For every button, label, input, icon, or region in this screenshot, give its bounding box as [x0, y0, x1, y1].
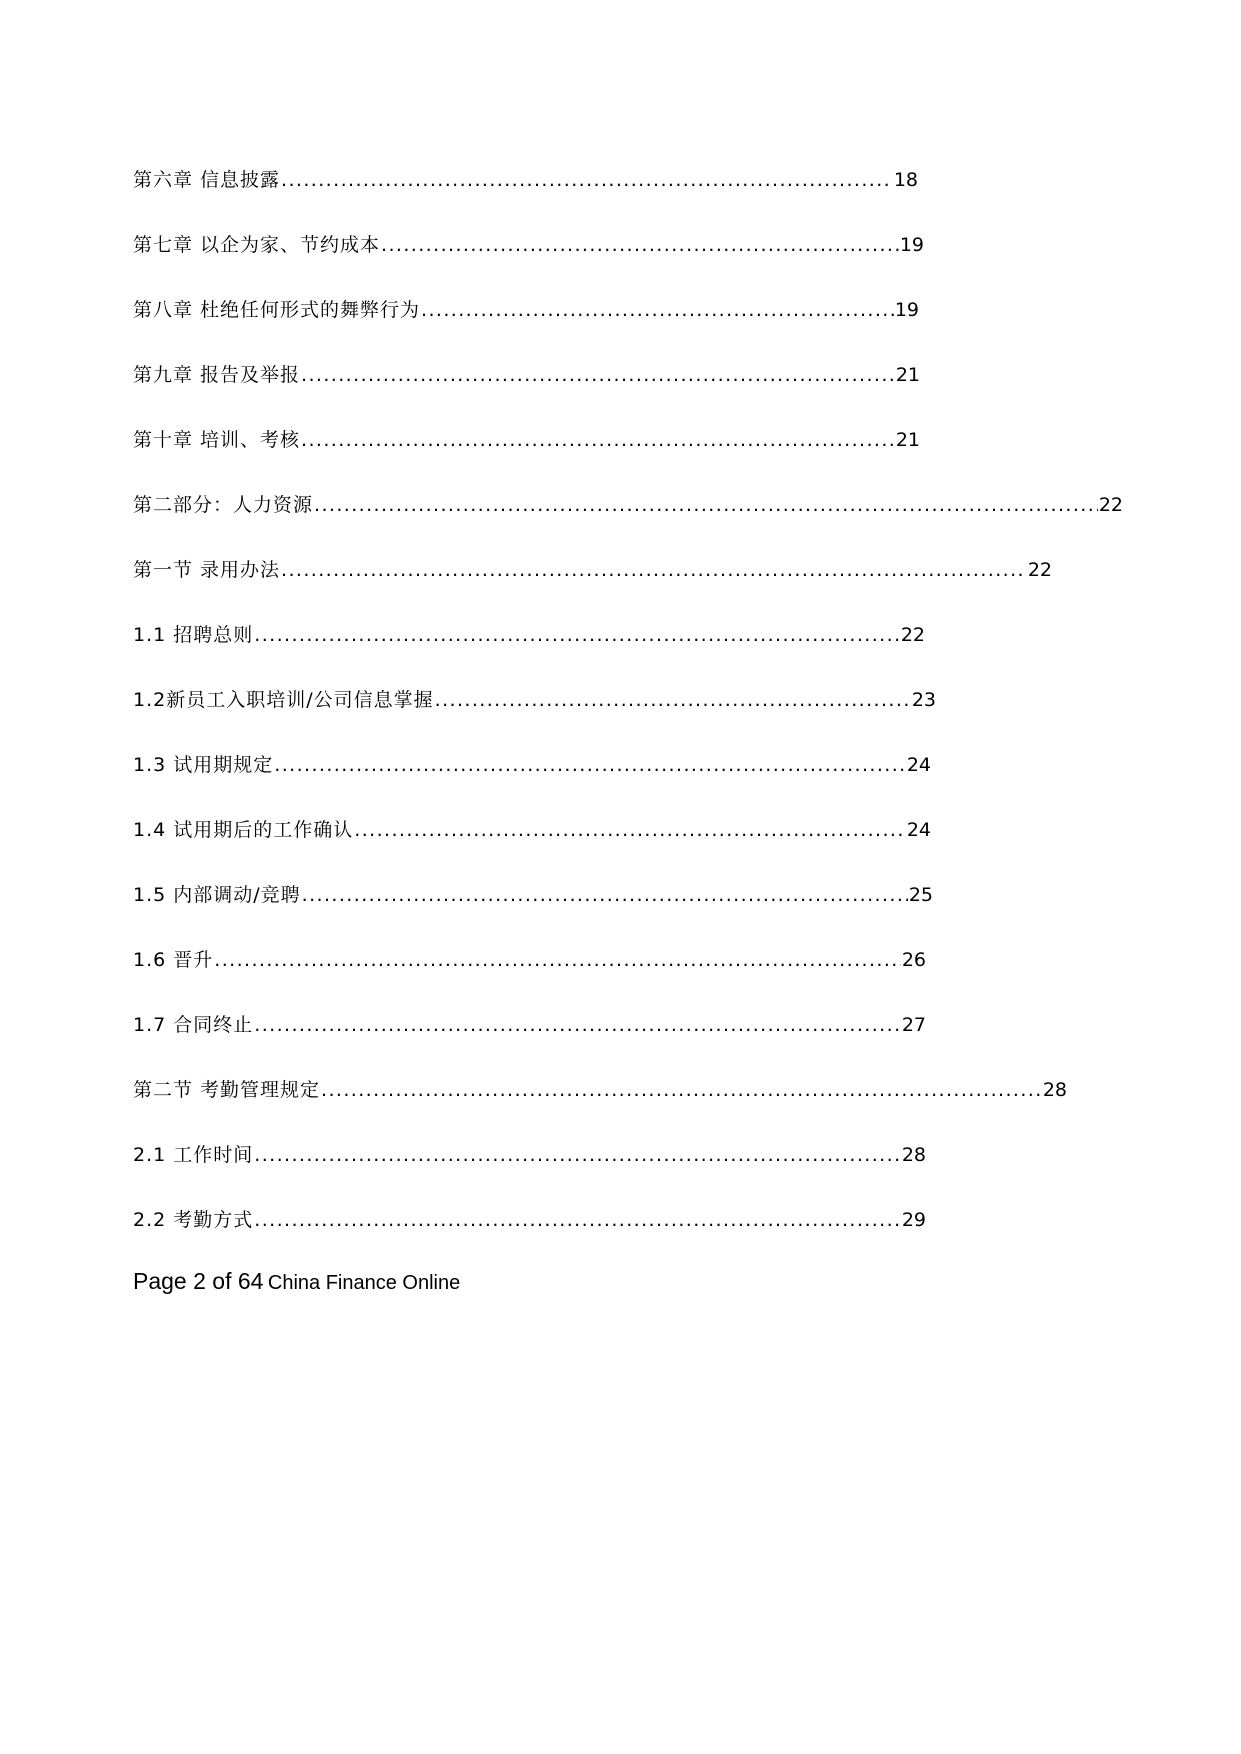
toc-entry-page: 19 — [894, 299, 919, 321]
toc-leader-dots — [254, 1143, 901, 1167]
toc-entry-page: 27 — [901, 1014, 926, 1036]
company-name: China Finance Online — [267, 1272, 461, 1294]
toc-entry-page: 21 — [895, 429, 920, 451]
toc-entry-page: 26 — [901, 949, 926, 971]
toc-leader-dots — [301, 428, 895, 452]
toc-entry-title: 1.3 试用期规定 — [133, 754, 274, 776]
toc-entry-page: 23 — [911, 689, 936, 711]
toc-entry-page: 18 — [893, 169, 918, 191]
toc-leader-dots — [435, 688, 911, 712]
toc-entry-page: 22 — [1098, 494, 1123, 516]
toc-entry-title: 第二节 考勤管理规定 — [133, 1079, 321, 1101]
toc-entry-page: 21 — [895, 364, 920, 386]
toc-leader-dots — [301, 363, 895, 387]
toc-entry-title: 第十章 培训、考核 — [133, 429, 301, 451]
toc-entry-title: 1.5 内部调动/竞聘 — [133, 884, 301, 906]
toc-entry-title: 第二部分：人力资源 — [133, 494, 314, 516]
toc-entry-title: 第七章 以企为家、节约成本 — [133, 234, 381, 256]
toc-leader-dots — [314, 493, 1098, 517]
toc-entry-title: 1.2新员工入职培训/公司信息掌握 — [133, 689, 434, 711]
toc-entry[interactable] — [133, 168, 918, 233]
toc-entry-title: 2.2 考勤方式 — [133, 1209, 254, 1231]
toc-entry-title: 2.1 工作时间 — [133, 1144, 254, 1166]
toc-entry-page: 19 — [899, 234, 924, 256]
toc-leader-dots — [274, 753, 906, 777]
toc-leader-dots — [321, 1078, 1042, 1102]
toc-entry[interactable] — [133, 233, 924, 298]
toc-entry-title: 第六章 信息披露 — [133, 169, 281, 191]
toc-leader-dots — [254, 1208, 901, 1232]
toc-entry[interactable] — [133, 688, 936, 753]
toc-entry-title: 1.4 试用期后的工作确认 — [133, 819, 354, 841]
toc-entry[interactable] — [133, 428, 920, 493]
toc-entry-page: 22 — [900, 624, 925, 646]
page-footer — [133, 1268, 460, 1295]
toc-entry[interactable] — [133, 1078, 1067, 1143]
toc-entry-page: 28 — [1042, 1079, 1067, 1101]
toc-entry-page: 24 — [906, 819, 931, 841]
toc-entry-title: 第九章 报告及举报 — [133, 364, 301, 386]
toc-entry[interactable] — [133, 558, 1052, 623]
toc-entry-title: 第一节 录用办法 — [133, 559, 281, 581]
toc-entry-title: 1.1 招聘总则 — [133, 624, 254, 646]
toc-entry-page: 22 — [1027, 559, 1052, 581]
toc-leader-dots — [254, 623, 900, 647]
toc-entry[interactable] — [133, 493, 1123, 558]
toc-entry-page: 24 — [906, 754, 931, 776]
toc-entry[interactable] — [133, 818, 931, 883]
toc-leader-dots — [381, 233, 899, 257]
toc-entry[interactable] — [133, 363, 920, 428]
toc-leader-dots — [254, 1013, 901, 1037]
toc-leader-dots — [281, 168, 893, 192]
toc-entry[interactable] — [133, 1013, 926, 1078]
toc-entry-title: 1.6 晋升 — [133, 949, 214, 971]
toc-entry-page: 29 — [901, 1209, 926, 1231]
toc-leader-dots — [354, 818, 906, 842]
toc-leader-dots — [281, 558, 1027, 582]
toc-entry[interactable] — [133, 753, 931, 818]
toc-entry-page: 25 — [908, 884, 933, 906]
toc-entry[interactable] — [133, 1143, 926, 1208]
toc-entry[interactable] — [133, 883, 933, 948]
toc-entry[interactable] — [133, 298, 919, 363]
toc-entry[interactable] — [133, 1208, 926, 1273]
toc-entry-title: 1.7 合同终止 — [133, 1014, 254, 1036]
toc-entry[interactable] — [133, 623, 925, 688]
toc-leader-dots — [421, 298, 894, 322]
toc-entry-title: 第八章 杜绝任何形式的舞弊行为 — [133, 299, 421, 321]
toc-entry-page: 28 — [901, 1144, 926, 1166]
toc-entry[interactable] — [133, 948, 926, 1013]
table-of-contents — [133, 168, 1133, 1273]
toc-leader-dots — [302, 883, 908, 907]
toc-leader-dots — [214, 948, 901, 972]
page-number-label: Page 2 of 64 — [133, 1268, 264, 1294]
